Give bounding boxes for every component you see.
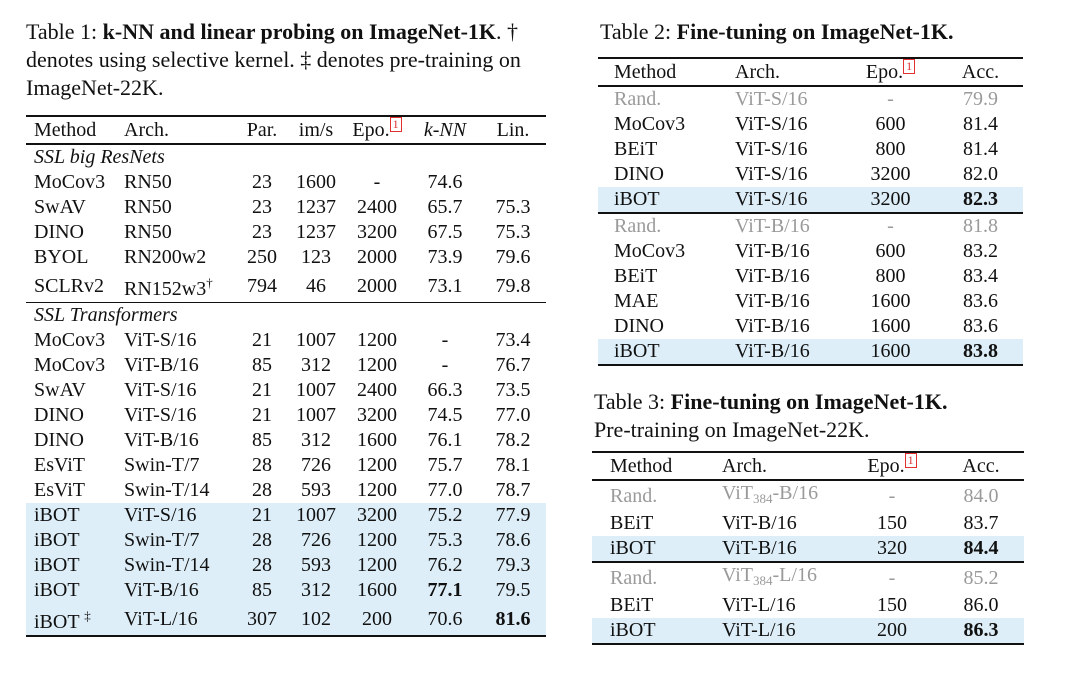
cell-method: iBOT [598,187,721,213]
cell-epo: 3200 [344,503,410,528]
cell-knn: 66.3 [427,379,463,401]
cell-epo: 1200 [344,528,410,553]
cell-lin: 73.4 [495,329,531,351]
table1-caption [26,18,546,102]
table-row [598,112,1023,137]
cell-method: EsViT [34,454,86,476]
table3-caption-title: Fine-tuning on ImageNet-1K. [670,389,948,414]
cell-epo: - [887,88,894,110]
cell-arch: ViT-L/16 [708,618,846,644]
table1-header-lin: Lin. [496,118,530,141]
cell-method: BEiT [610,594,654,616]
table-row [26,220,546,245]
table2-caption [600,18,1030,46]
cell-knn: 73.1 [427,274,463,297]
table-row [26,270,546,303]
cell-ims: 1237 [296,221,336,243]
cell-knn: 76.2 [410,553,480,578]
table-row [26,603,546,636]
table-row [598,137,1023,162]
cell-arch: RN152w3† [124,275,213,300]
table1-section-resnets: SSL big ResNets [34,146,165,168]
table-row [598,187,1023,213]
cell-lin: 77.9 [480,503,546,528]
cell-arch: ViT-L/16 [124,603,236,636]
cell-arch: ViT$_{384}$-B/16 [722,482,819,506]
cell-knn: 77.0 [427,479,463,501]
cell-epo: 1200 [357,454,397,476]
cell-lin: 79.8 [495,274,531,297]
cell-method: DINO [614,163,664,185]
cell-acc: 86.0 [963,594,999,616]
table3-caption [594,388,1024,444]
cell-arch: ViT-S/16 [721,187,843,213]
table2-caption-title: Fine-tuning on ImageNet-1K. [676,19,954,44]
table-row [26,170,546,195]
cell-method: BEiT [614,138,658,160]
cell-method: iBOT [26,553,124,578]
table1-caption-title: k-NN and linear probing on ImageNet-1K [102,19,497,44]
table1-section-transformers: SSL Transformers [34,304,178,326]
cell-knn: 70.6 [410,603,480,636]
cell-acc: 83.2 [963,240,998,262]
cell-epo: - [373,171,381,193]
table-row [598,213,1023,239]
cell-par: 85 [252,354,272,376]
cell-method: BYOL [34,246,89,268]
footnote-mark: 384 [753,491,773,506]
cell-lin: 75.3 [495,196,531,218]
table-row [592,536,1024,562]
cell-epo: 1200 [357,479,397,501]
table1-section-row [26,303,546,329]
cell-method: Rand. [610,566,658,589]
table2-header-arch: Arch. [735,60,780,83]
cell-arch: RN50 [124,196,172,218]
cell-acc: 83.7 [963,512,999,534]
cell-knn: 65.7 [427,196,463,218]
table-row [26,245,546,270]
table3-caption-note: Pre-training on ImageNet-22K. [594,417,870,442]
table3-header-row [592,452,1024,480]
footnote-mark: ‡ [84,608,91,623]
cell-arch: ViT-S/16 [124,503,236,528]
table1-header-row [26,116,546,144]
table3-header-arch: Arch. [722,454,767,477]
cell-lin: 73.5 [495,379,531,401]
table1-header-method: Method [34,118,97,141]
citation-link[interactable]: 1 [903,59,915,74]
cell-method: Rand. [614,215,662,237]
cell-par: 21 [252,379,272,401]
table1-caption-note: . † denotes using selective kernel. ‡ denotes pre-training on ImageNet-22K. [26,19,521,100]
cell-epo: 3200 [357,404,397,426]
table-row [592,593,1024,618]
cell-epo: 2400 [357,379,397,401]
table-row [26,553,546,578]
cell-arch: Swin-T/7 [124,528,236,553]
cell-par: 21 [236,503,288,528]
cell-method: MoCov3 [34,171,106,193]
cell-epo: 3200 [357,221,397,243]
table-row [26,578,546,603]
cell-method: iBOT [598,339,721,365]
table-row [26,195,546,220]
table1-caption-label: Table 1: [26,19,98,44]
cell-knn: 67.5 [427,221,463,243]
cell-epo: 2000 [357,274,397,297]
cell-method: MoCov3 [34,354,106,376]
cell-method: MoCov3 [614,240,686,262]
cell-lin [480,170,546,195]
footnote-mark: † [206,275,213,290]
cell-method: SwAV [34,379,86,401]
cell-lin: 78.1 [495,454,531,476]
cell-epo: 200 [344,603,410,636]
cell-arch: ViT-B/16 [735,215,810,237]
cell-acc: 82.0 [963,163,998,185]
cell-ims: 726 [288,528,344,553]
table-row [598,86,1023,112]
cell-par: 85 [252,429,272,451]
cell-ims: 312 [288,578,344,603]
cell-acc: 83.6 [963,290,998,312]
cell-par: 21 [252,329,272,351]
cell-method: iBOT [26,503,124,528]
cell-par: 23 [252,171,272,193]
cell-par: 28 [236,553,288,578]
cell-acc: 82.3 [938,187,1023,213]
cell-acc: 83.4 [963,265,998,287]
cell-lin: 75.3 [495,221,531,243]
cell-knn: - [441,329,449,351]
cell-arch: ViT-B/16 [735,265,810,287]
cell-method: iBOT [26,528,124,553]
cell-acc: 81.8 [963,215,998,237]
cell-knn: - [441,354,449,376]
cell-lin: 77.0 [495,404,531,426]
cell-knn: 77.1 [410,578,480,603]
table-row [26,503,546,528]
cell-epo: 1200 [357,329,397,351]
table2-header-method: Method [614,60,677,83]
table-row [598,314,1023,339]
cell-lin: 79.3 [480,553,546,578]
cell-par: 21 [252,404,272,426]
cell-ims: 1007 [288,503,344,528]
cell-lin: 81.6 [480,603,546,636]
cell-arch: ViT-S/16 [124,404,197,426]
cell-epo: 1600 [344,578,410,603]
cell-acc: 86.3 [938,618,1024,644]
table1-header-epo: Epo. 1 [344,116,410,144]
cell-method: MoCov3 [614,113,686,135]
cell-epo: 3200 [843,187,938,213]
cell-arch: Swin-T/14 [124,553,236,578]
cell-epo: 1200 [344,553,410,578]
table2 [598,57,1023,366]
cell-lin: 78.6 [480,528,546,553]
cell-epo: 150 [877,594,907,616]
table1-section-row [26,144,546,170]
cell-arch: ViT-S/16 [735,138,808,160]
cell-method: SCLRv2 [34,274,105,297]
cell-knn: 74.5 [427,404,463,426]
cell-epo: - [888,484,896,507]
cell-acc: 83.6 [963,315,998,337]
table-row [26,528,546,553]
cell-arch: ViT$_{384}$-L/16 [722,564,817,588]
table2-caption-label: Table 2: [600,19,672,44]
cell-arch: ViT-B/16 [708,536,846,562]
cell-epo: 150 [877,512,907,534]
cell-arch: ViT-B/16 [124,429,199,451]
cell-arch: Swin-T/7 [124,454,200,476]
cell-epo: 1600 [870,315,911,337]
cell-method: BEiT [610,512,654,534]
table-row [598,264,1023,289]
cell-arch: ViT-S/16 [735,113,808,135]
cell-arch: RN50 [124,171,172,193]
table-row [26,378,546,403]
cell-epo: 600 [875,240,906,262]
table1-header-ims: im/s [298,118,334,141]
cell-ims: 726 [301,454,331,476]
table2-header-epo: Epo. 1 [843,58,938,86]
table3-header-epo: Epo. 1 [846,452,938,480]
cell-arch: ViT-B/16 [735,240,810,262]
cell-par: 23 [252,196,272,218]
cell-arch: ViT-B/16 [735,315,810,337]
cell-method: BEiT [614,265,658,287]
table2-header-acc: Acc. [961,60,1000,83]
cell-par: 85 [236,578,288,603]
cell-ims: 1237 [296,196,336,218]
cell-par: 23 [252,221,272,243]
cell-lin: 79.5 [480,578,546,603]
cell-method: DINO [34,404,84,426]
table1-header-knn: k-NN [423,118,467,141]
cell-knn: 74.6 [427,171,463,193]
cell-arch: ViT-B/16 [124,354,199,376]
cell-arch: ViT-S/16 [124,379,197,401]
cell-knn: 75.2 [410,503,480,528]
cell-arch: ViT-S/16 [735,163,808,185]
cell-acc: 84.4 [938,536,1024,562]
cell-ims: 593 [288,553,344,578]
cell-arch: ViT-S/16 [735,88,808,110]
table-row [598,162,1023,187]
cell-par: 28 [252,479,272,501]
cell-method: DINO [34,429,84,451]
table1 [26,115,546,637]
cell-method: EsViT [34,479,86,501]
cell-ims: 123 [301,246,331,268]
cell-par: 28 [252,454,272,476]
cell-ims: 312 [301,354,331,376]
cell-epo: 1600 [357,429,397,451]
table-row [592,618,1024,644]
table-row [598,239,1023,264]
cell-arch: RN200w2 [124,246,207,268]
table-row [26,403,546,428]
citation-link[interactable]: 1 [905,453,917,468]
cell-lin: 79.6 [495,246,531,268]
cell-par: 250 [247,246,277,268]
cell-par: 307 [236,603,288,636]
cell-epo: - [888,566,896,589]
cell-acc: 83.8 [938,339,1023,365]
cell-par: 794 [247,274,277,297]
table-row [26,453,546,478]
cell-method: DINO [614,315,664,337]
cell-epo: 2400 [357,196,397,218]
cell-method: MAE [614,290,659,312]
table1-header-par: Par. [246,118,278,141]
cell-ims: 1600 [296,171,336,193]
table-row [592,480,1024,511]
table-row [26,353,546,378]
table-row [592,562,1024,593]
table1-header-arch: Arch. [124,118,169,141]
table-row [26,328,546,353]
table3-header-acc: Acc. [962,454,1000,477]
table3-caption-label: Table 3: [594,389,666,414]
table-row [26,428,546,453]
cell-arch: Swin-T/14 [124,479,210,501]
cell-knn: 75.7 [427,454,463,476]
cell-method: DINO [34,221,84,243]
cell-arch: ViT-B/16 [722,512,797,534]
cell-lin: 78.7 [495,479,531,501]
table3-header-method: Method [610,454,673,477]
cell-acc: 79.9 [963,88,998,110]
cell-lin: 78.2 [495,429,531,451]
table-row [26,478,546,503]
cell-arch: ViT-B/16 [721,339,843,365]
cell-epo: 1600 [843,339,938,365]
cell-ims: 1007 [296,379,336,401]
cell-epo: 1600 [870,290,911,312]
cell-method: MoCov3 [34,329,106,351]
cell-ims: 46 [306,274,326,297]
cell-epo: 200 [846,618,938,644]
cell-ims: 312 [301,429,331,451]
cell-knn: 75.3 [410,528,480,553]
cell-arch: ViT-B/16 [124,578,236,603]
table-row [598,339,1023,365]
cell-ims: 593 [301,479,331,501]
cell-epo: 800 [875,138,906,160]
cell-method: Rand. [614,88,662,110]
table-row [598,289,1023,314]
cell-lin: 76.7 [495,354,531,376]
cell-acc: 81.4 [963,138,998,160]
cell-method: iBOT [26,578,124,603]
cell-acc: 85.2 [963,566,999,589]
cell-acc: 84.0 [963,484,999,507]
cell-method: SwAV [34,196,86,218]
footnote-mark: 384 [753,573,773,588]
cell-epo: 800 [875,265,906,287]
cell-ims: 1007 [296,404,336,426]
cell-epo: 3200 [870,163,911,185]
table-row [592,511,1024,536]
cell-ims: 102 [288,603,344,636]
cell-ims: 1007 [296,329,336,351]
cell-epo: 1200 [357,354,397,376]
cell-method: Rand. [610,484,658,507]
cell-method: iBOT [592,536,708,562]
cell-par: 28 [236,528,288,553]
cell-method: iBOT [592,618,708,644]
table2-header-row [598,58,1023,86]
cell-arch: ViT-S/16 [124,329,197,351]
cell-arch: ViT-L/16 [722,594,796,616]
citation-link[interactable]: 1 [390,117,402,132]
cell-epo: 320 [846,536,938,562]
cell-epo: 600 [875,113,906,135]
cell-arch: RN50 [124,221,172,243]
table3 [592,451,1024,645]
cell-knn: 76.1 [427,429,463,451]
cell-epo: 2000 [357,246,397,268]
cell-arch: ViT-B/16 [735,290,810,312]
cell-method: iBOT ‡ [26,603,124,636]
cell-acc: 81.4 [963,113,998,135]
cell-epo: - [887,215,894,237]
cell-knn: 73.9 [427,246,463,268]
